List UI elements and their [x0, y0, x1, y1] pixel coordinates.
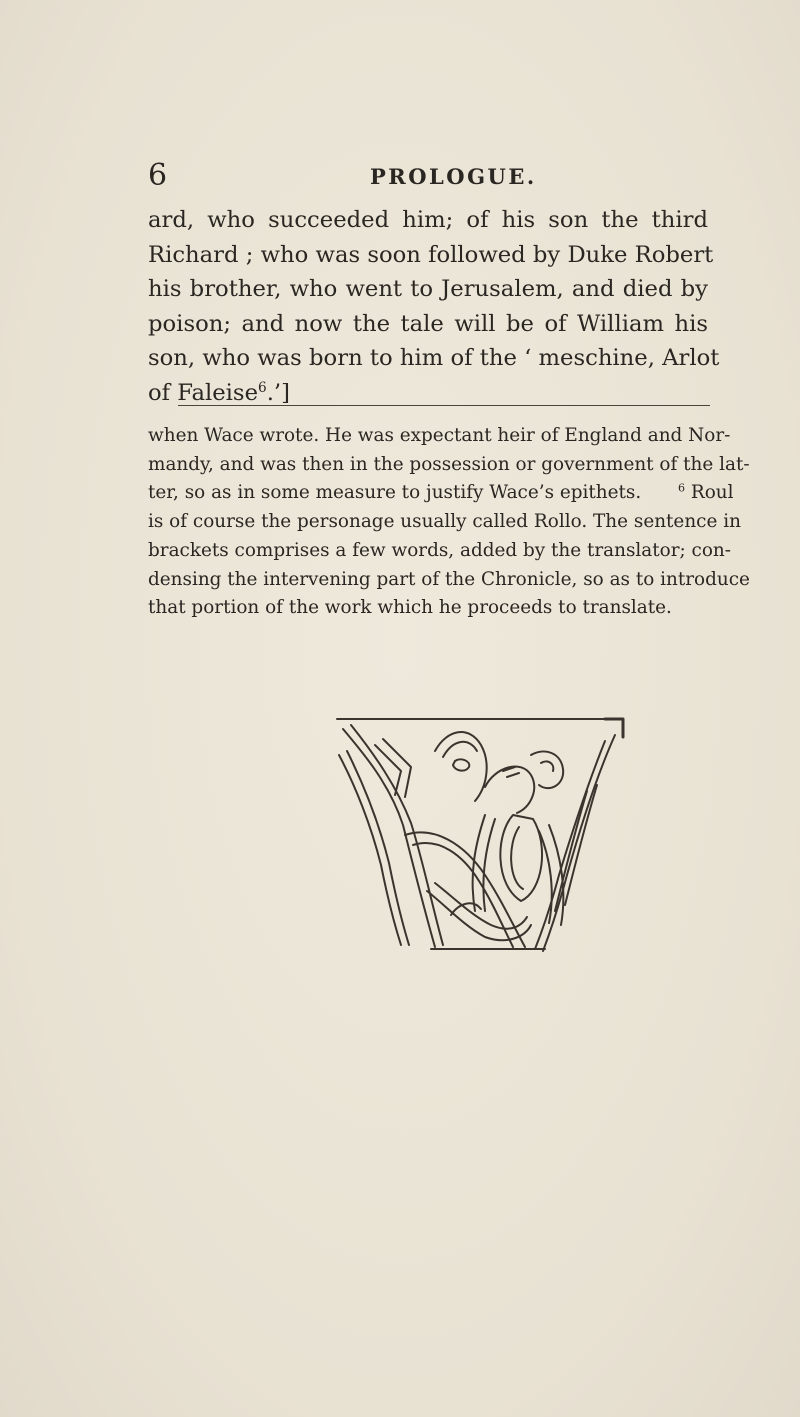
footnote-text: [148, 422, 750, 623]
body-text-span: of Faleise: [148, 379, 259, 406]
footnote-line: densing the intervening part of the Chronicle, so as to introduce: [148, 568, 750, 590]
footnote-line: when Wace wrote. He was expectant heir of England and Nor-: [148, 425, 731, 446]
page-number: 6: [148, 158, 168, 193]
tailpiece-ornament-icon: [335, 715, 627, 955]
body-line: ard, who succeeded him; of his son the third: [148, 207, 708, 233]
footnote-line: is of course the personage usually called Rollo. The sentence in: [148, 511, 741, 533]
footnote-line: mandy, and was then in the possession or government of the lat-: [148, 453, 750, 475]
body-line: Richard ; who was soon followed by Duke Robert: [148, 241, 714, 268]
body-text: [148, 203, 720, 410]
running-title: PROLOGUE.: [370, 164, 537, 189]
footnote-divider: [178, 405, 710, 406]
page-header: [148, 158, 708, 198]
body-text-span: .’]: [266, 379, 290, 406]
body-line: poison; and now the tale will be of William his: [148, 310, 708, 337]
footnote-marker: 6: [258, 379, 267, 396]
footnote-line: that portion of the work which he proceeds to translate.: [148, 597, 672, 619]
body-line: his brother, who went to Jerusalem, and died by: [148, 276, 708, 302]
body-line: son, who was born to him of the ‘ meschine, Arlot: [148, 345, 720, 371]
footnote-line: brackets comprises a few words, added by the translator; con-: [148, 539, 731, 561]
footnote-marker: 6: [677, 481, 686, 495]
footnote-span: Roul: [685, 482, 734, 504]
footnote-line: [148, 479, 734, 508]
footnote-span: ter, so as in some measure to justify Wace’s epithets.: [148, 482, 642, 504]
